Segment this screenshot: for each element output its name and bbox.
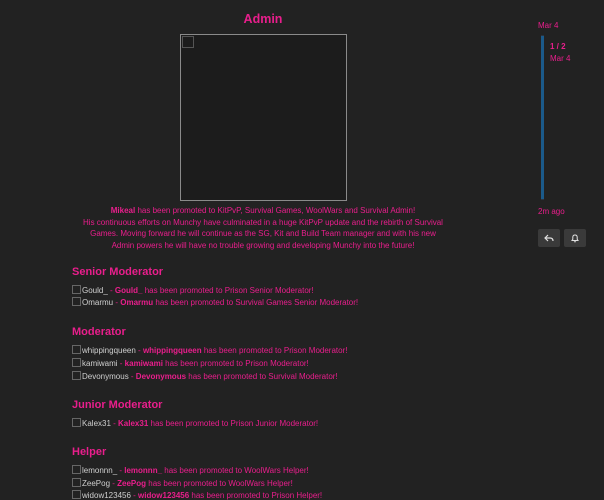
senior-moderator-heading: Senior Moderator bbox=[72, 266, 164, 278]
promo-row: whippingqueen - whippingqueen has been promoted to Prison Moderator! bbox=[72, 345, 347, 356]
promo-row: Devonymous - Devonymous has been promoted to Survival Moderator! bbox=[72, 371, 338, 382]
promo-row: ZeePog - ZeePog has been promoted to WoolWars Helper! bbox=[72, 478, 293, 489]
timeline-position: 1 / 2 bbox=[550, 42, 566, 51]
avatar: lemonnn_ bbox=[72, 465, 117, 476]
username[interactable]: Devonymous bbox=[135, 372, 187, 381]
promo-row: Kalex31 - Kalex31 has been promoted to Prison Junior Moderator! bbox=[72, 418, 318, 429]
reply-icon bbox=[544, 233, 554, 243]
avatar: Kalex31 bbox=[72, 418, 111, 429]
username[interactable]: ZeePog bbox=[117, 479, 147, 488]
avatar: kamiwami bbox=[72, 358, 118, 369]
avatar: ZeePog bbox=[72, 478, 110, 489]
topic-timeline bbox=[530, 0, 604, 500]
junior-moderator-heading: Junior Moderator bbox=[72, 399, 163, 411]
avatar: widow123456 bbox=[72, 490, 131, 500]
promo-row: kamiwami - kamiwami has been promoted to Prison Moderator! bbox=[72, 358, 309, 369]
username[interactable]: Gould_ bbox=[114, 286, 143, 295]
avatar: Devonymous bbox=[72, 371, 129, 382]
timeline-handle-date: Mar 4 bbox=[550, 54, 571, 63]
username[interactable]: Kalex31 bbox=[118, 419, 149, 428]
admin-line-2: His continuous efforts on Munchy have culminated in a huge KitPvP update and the rebirth of Survival bbox=[83, 217, 443, 227]
timeline-start-date[interactable]: Mar 4 bbox=[538, 21, 559, 30]
username[interactable]: lemonnn_ bbox=[124, 466, 163, 475]
promo-row: Gould_ - Gould_ has been promoted to Prison Senior Moderator! bbox=[72, 285, 314, 296]
username[interactable]: widow123456 bbox=[138, 491, 190, 500]
reply-button[interactable] bbox=[538, 229, 560, 247]
avatar: Gould_ bbox=[72, 285, 108, 296]
username[interactable]: Omarmu bbox=[120, 298, 154, 307]
avatar: whippingqueen bbox=[72, 345, 136, 356]
username[interactable]: kamiwami bbox=[124, 359, 163, 368]
admin-line-1: Mikeal has been promoted to KitPvP, Survival Games, WoolWars and Survival Admin! bbox=[110, 206, 416, 215]
bell-icon bbox=[570, 233, 580, 243]
admin-line-4: Admin powers he will have no trouble growing and developing Munchy into the future! bbox=[111, 240, 415, 250]
admin-announcement bbox=[72, 205, 454, 251]
timeline-end-date[interactable]: 2m ago bbox=[538, 207, 565, 216]
notification-button[interactable] bbox=[564, 229, 586, 247]
admin-line-3: Games. Moving forward he will continue as the SG, Kit and Build Team manager and with his new bbox=[90, 229, 436, 239]
helper-heading: Helper bbox=[72, 446, 107, 458]
promo-row: widow123456 - widow123456 has been promoted to Prison Helper! bbox=[72, 490, 322, 500]
username[interactable]: whippingqueen bbox=[142, 346, 202, 355]
broken-image-icon bbox=[182, 36, 194, 48]
timeline-handle[interactable] bbox=[541, 36, 544, 199]
admin-heading: Admin bbox=[243, 12, 283, 26]
moderator-heading: Moderator bbox=[72, 326, 126, 338]
admin-image bbox=[180, 34, 347, 201]
promo-row: lemonnn_ - lemonnn_ has been promoted to WoolWars Helper! bbox=[72, 465, 309, 476]
admin-username[interactable]: Mikeal bbox=[110, 206, 136, 215]
promo-row: Omarmu - Omarmu has been promoted to Survival Games Senior Moderator! bbox=[72, 297, 358, 308]
post-content bbox=[72, 0, 522, 500]
avatar: Omarmu bbox=[72, 297, 113, 308]
